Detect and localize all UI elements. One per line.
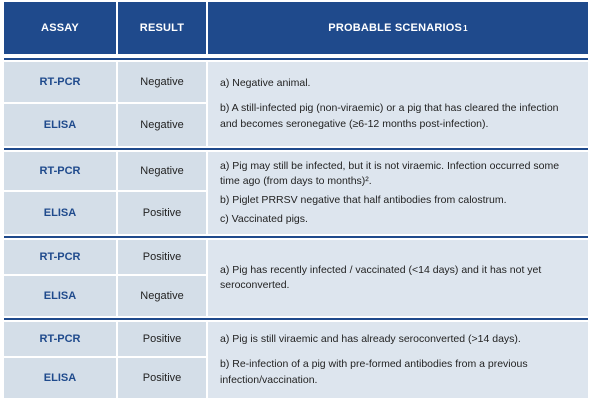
scenario-text: b) A still-infected pig (non-viraemic) or a pig that has cleared the infection and becomes seronegative (≥6-12 months post-infection). xyxy=(220,102,559,130)
divider xyxy=(4,58,588,60)
header-result: RESULT xyxy=(118,2,206,54)
result-cell: Positive xyxy=(118,358,206,398)
divider xyxy=(4,236,588,238)
header-scenarios xyxy=(208,2,588,54)
header-scenarios-label: PROBABLE SCENARIOS xyxy=(328,22,463,34)
scenarios-cell xyxy=(208,62,588,146)
assay-cell: ELISA xyxy=(4,104,116,146)
result-cell: Negative xyxy=(118,62,206,102)
assay-cell: RT-PCR xyxy=(4,322,116,356)
result-cell: Negative xyxy=(118,152,206,190)
assay-cell: RT-PCR xyxy=(4,240,116,274)
scenarios-cell xyxy=(208,240,588,316)
assay-cell: ELISA xyxy=(4,358,116,398)
header-assay: ASSAY xyxy=(4,2,116,54)
scenario-text: a) Pig may still be infected, but it is not viraemic. Infection occurred some time ago (from days to months)². xyxy=(220,159,560,187)
scenario-text: a) Pig has recently infected / vaccinated (<14 days) and it has not yet seroconverted. xyxy=(220,263,542,291)
assay-cell: ELISA xyxy=(4,276,116,316)
divider xyxy=(4,318,588,320)
scenarios-cell xyxy=(208,152,588,234)
table-row xyxy=(4,62,588,146)
assay-cell: RT-PCR xyxy=(4,62,116,102)
table-row xyxy=(4,322,588,398)
scenarios-cell xyxy=(208,322,588,398)
result-cell: Negative xyxy=(118,276,206,316)
assay-cell: ELISA xyxy=(4,192,116,234)
table-row xyxy=(4,240,588,316)
table-row xyxy=(4,152,588,234)
scenario-text: c) Vaccinated pigs. xyxy=(220,213,308,226)
result-cell: Negative xyxy=(118,104,206,146)
scenario-text: a) Pig is still viraemic and has already seroconverted (>14 days). xyxy=(220,333,521,346)
assay-cell: RT-PCR xyxy=(4,152,116,190)
scenario-text: a) Negative animal. xyxy=(220,77,311,90)
result-cell: Positive xyxy=(118,240,206,274)
header-scenarios-footnote: 1 xyxy=(463,23,468,33)
scenario-text: b) Piglet PRRSV negative that half antibodies from calostrum. xyxy=(220,194,507,206)
divider xyxy=(4,148,588,150)
result-cell: Positive xyxy=(118,322,206,356)
result-cell: Positive xyxy=(118,192,206,234)
scenario-text: b) Re-infection of a pig with pre-formed antibodies from a previous infection/vaccination. xyxy=(220,358,528,386)
